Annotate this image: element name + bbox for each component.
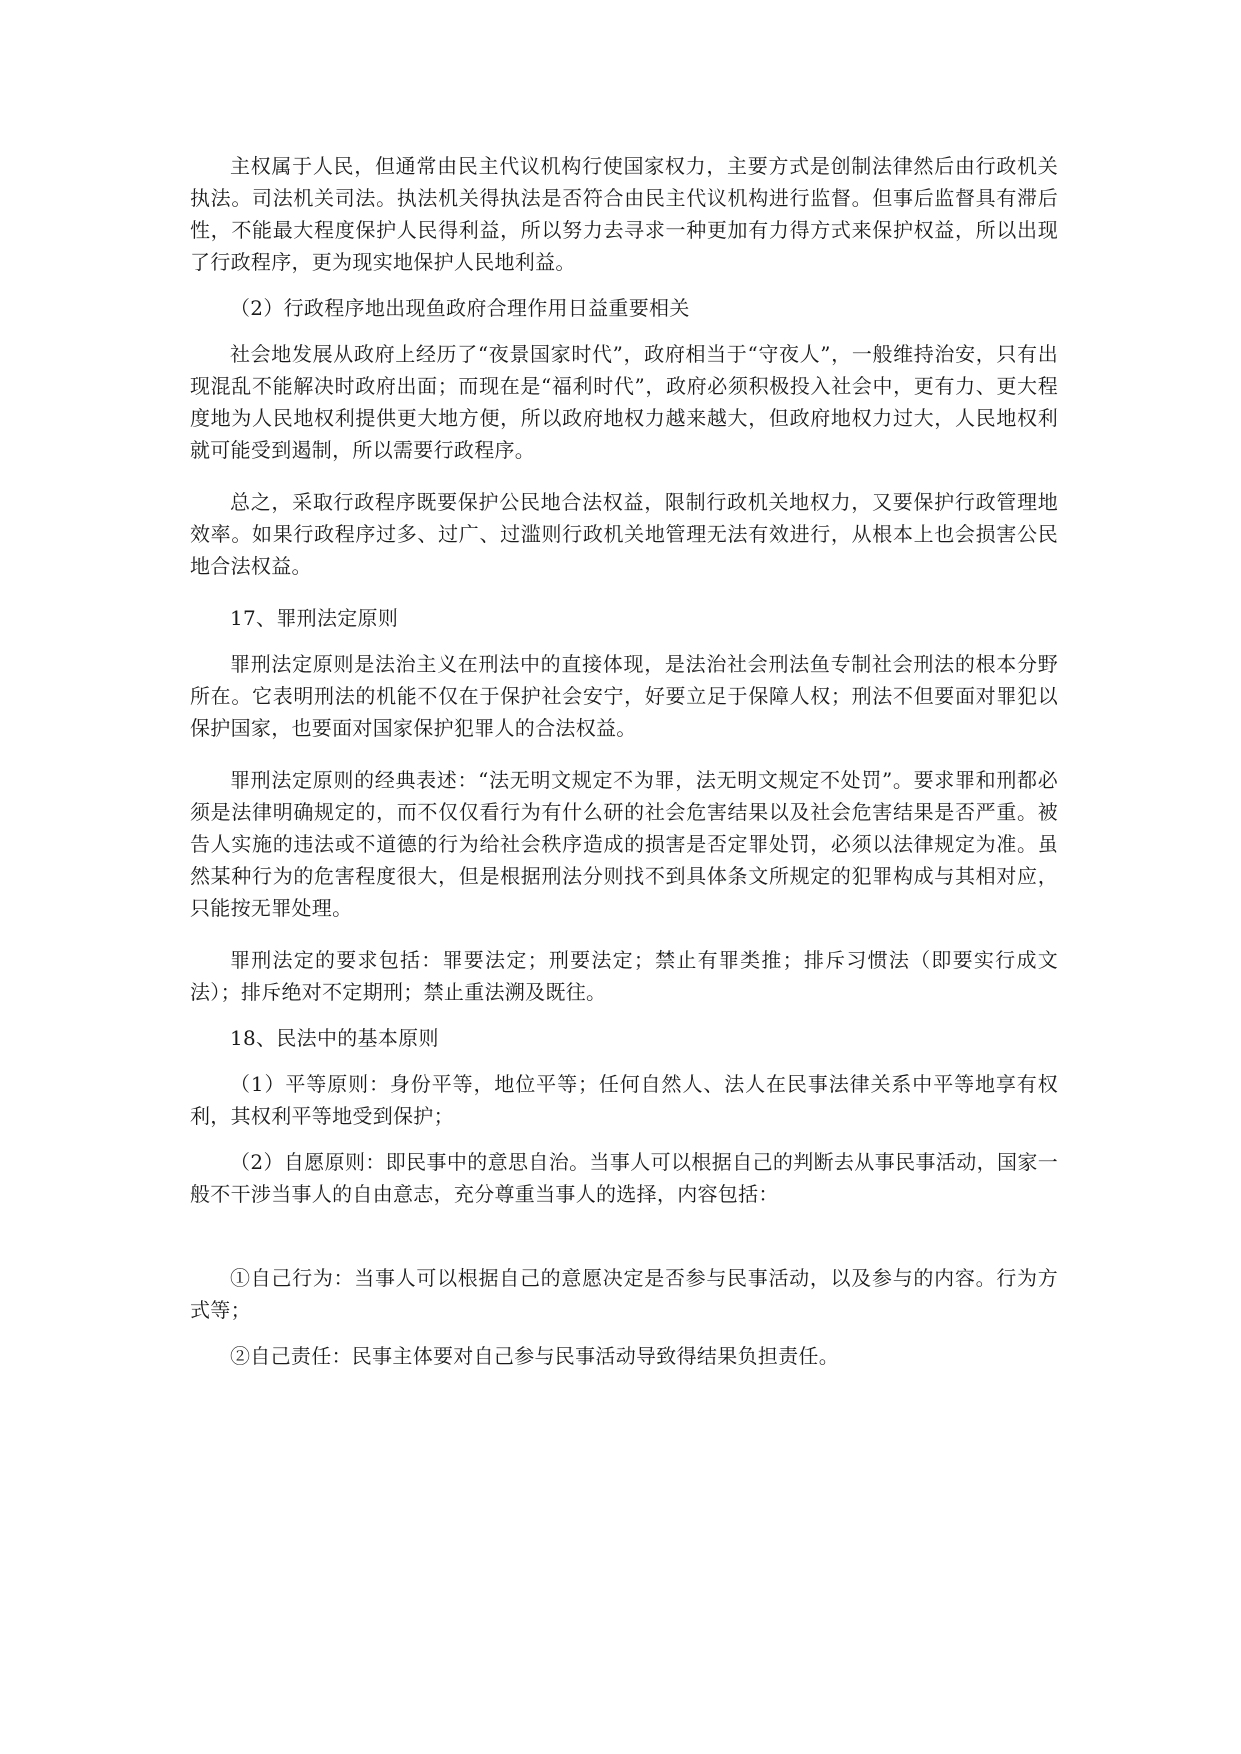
paragraph-requirements: 罪刑法定的要求包括：罪要法定；刑要法定；禁止有罪类推；排斥习惯法（即要实行成文法）；排斥绝对不定期刑；禁止重法溯及既往。 bbox=[190, 948, 1058, 1004]
paragraph-social-development: 社会地发展从政府上经历了“夜景国家时代”，政府相当于“守夜人”，一般维持治安，只有出现混乱不能解决时政府出面；而现在是“福利时代”，政府必须积极投入社会中，更有力、更大程度地为人民地权利提供更大地方便，所以政府地权力越来越大，但政府地权力过大，人民地权利就可能受到遏制，所以需要行政程序。 bbox=[190, 342, 1058, 462]
paragraph-conclusion: 总之，采取行政程序既要保护公民地合法权益，限制行政机关地权力，又要保护行政管理地效率。如果行政程序过多、过广、过滥则行政机关地管理无法有效进行，从根本上也会损害公民地合法权益。 bbox=[190, 490, 1058, 578]
paragraph-legality-principle: 罪刑法定原则是法治主义在刑法中的直接体现，是法治社会刑法鱼专制社会刑法的根本分野所在。它表明刑法的机能不仅在于保护社会安宁，好要立足于保障人权；刑法不但要面对罪犯以保护国家，也要面对国家保护犯罪人的合法权益。 bbox=[190, 652, 1058, 740]
list-item-own-behavior: ①自己行为：当事人可以根据自己的意愿决定是否参与民事活动，以及参与的内容。行为方式等； bbox=[190, 1266, 1058, 1322]
paragraph-voluntariness: （2）自愿原则：即民事中的意思自治。当事人可以根据自己的判断去从事民事活动，国家一般不干涉当事人的自由意志，充分尊重当事人的选择，内容包括： bbox=[190, 1150, 1058, 1206]
paragraph-classic-expression: 罪刑法定原则的经典表述：“法无明文规定不为罪，法无明文规定不处罚”。要求罪和刑都必须是法律明确规定的，而不仅仅看行为有什么研的社会危害结果以及社会危害结果是否严重。被告人实施的违法或不道德的行为给社会秩序造成的损害是否定罪处罚，必须以法律规定为准。虽然某种行为的危害程度很大，但是根据刑法分则找不到具体条文所规定的犯罪构成与其相对应，只能按无罪处理。 bbox=[190, 768, 1058, 920]
paragraph-equality: （1）平等原则：身份平等，地位平等；任何自然人、法人在民事法律关系中平等地享有权利，其权利平等地受到保护； bbox=[190, 1072, 1058, 1128]
paragraph-sovereignty: 主权属于人民，但通常由民主代议机构行使国家权力，主要方式是创制法律然后由行政机关执法。司法机关司法。执法机关得执法是否符合由民主代议机构进行监督。但事后监督具有滞后性，不能最大程度保护人民得利益，所以努力去寻求一种更加有力得方式来保护权益，所以出现了行政程序，更为现实地保护人民地利益。 bbox=[190, 154, 1058, 274]
heading-18: 18、民法中的基本原则 bbox=[230, 1026, 439, 1050]
list-item-own-responsibility: ②自己责任：民事主体要对自己参与民事活动导致得结果负担责任。 bbox=[230, 1344, 839, 1368]
subheading-admin-procedure: （2）行政程序地出现鱼政府合理作用日益重要相关 bbox=[230, 296, 690, 320]
document-page bbox=[190, 150, 1058, 1372]
heading-17: 17、罪刑法定原则 bbox=[230, 606, 399, 630]
